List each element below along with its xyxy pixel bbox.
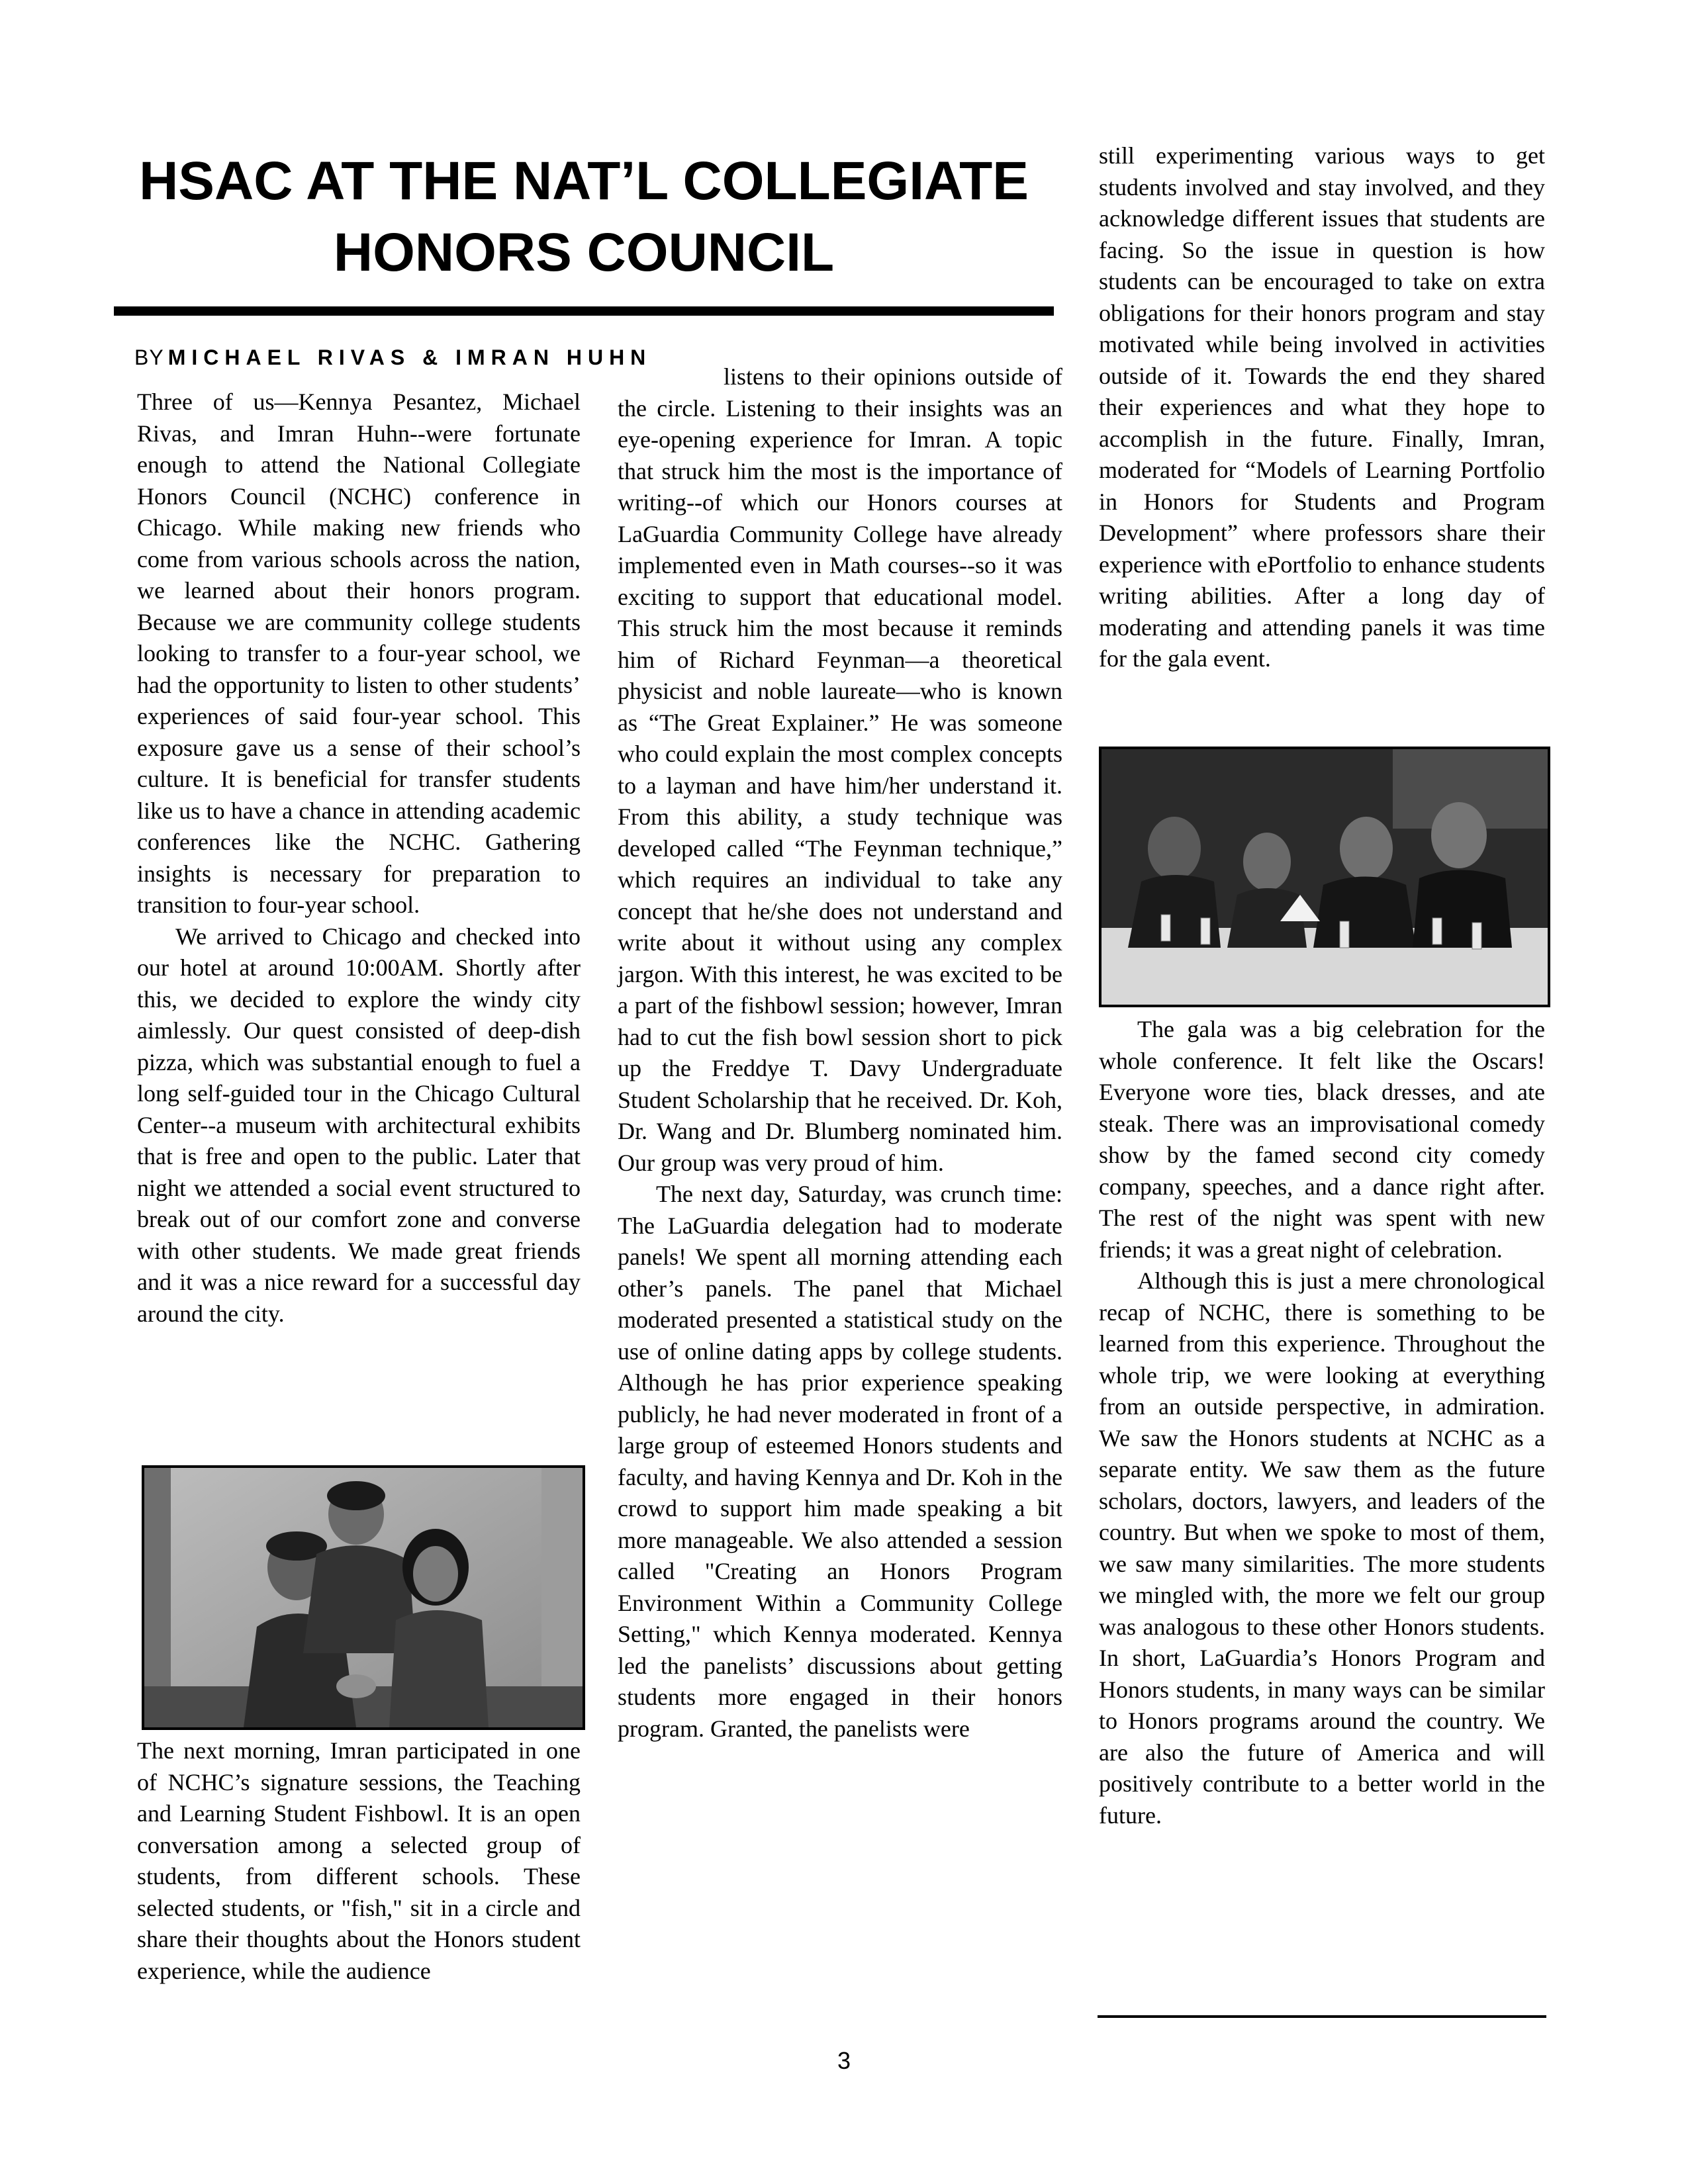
page-number: 3: [837, 2047, 851, 2074]
paragraph: still experimenting various ways to get students involved and stay involved, and they acknowledge different issues that students are facing. So the issue in question is how students can be encouraged to take on extra obligations for their honors program and stay motivated while being involved in activities outside of it. Towards the end they shared their experiences and what they hope to accomplish in the future. Finally, Imran, moderated for “Models of Learning Portfolio in Honors for Students and Program Development” where professors share their experience with ePortfolio to enhance students writing abilities. After a long day of moderating and attending panels it was time for the gala event.: [1099, 142, 1545, 672]
gala-dinner-photo: [1099, 747, 1550, 1007]
paragraph: listens to their opinions outside of the circle. Listening to their insights was an eye-opening experience for Imran. A topic that struck him the most is the importance of writing--of which our Honors courses at LaGuardia Community College have already implemented even in Math courses--so it was exciting to support that educational model. This struck him the most because it reminds him of Richard Feynman—a theoretical physicist and noble laureate—who is known as “The Great Explainer.” He was someone who could explain the most complex concepts to a layman and have him/her understand it. From this ability, a study technique was developed called “The Feynman technique,” which requires an individual to take any concept that he/she does not understand and write about it without using any complex jargon. With this interest, he was excited to be a part of the fishbowl session; however, Imran had to cut the fish bowl session short to pick up the Freddye T. Davy Undergraduate Student Scholarship that he received. Dr. Koh, Dr. Wang and Dr. Blumberg nominated him. Our group was very proud of him.: [618, 363, 1062, 1176]
headline-divider: [114, 306, 1054, 316]
column-3-continued: [1099, 1014, 1545, 1831]
column-1-continued: [137, 1735, 581, 1987]
column-3-text: [1099, 140, 1545, 675]
paragraph: The next day, Saturday, was crunch time: The LaGuardia delegation had to moderate panels! We spent all morning attending each other’s panels. The panel that Michael moderated presented a statistical study on the use of online dating apps by college students. Although he has prior experience speaking publicly, he had never moderated in front of a large group of esteemed Honors students and faculty, and having Kennya and Dr. Koh in the crowd to support him made speaking a bit more manageable. We also attended a session called "Creating an Honors Program Environment Within a Community College Setting," which Kennya moderated. Kennya led the panelists’ discussions about getting students more engaged in their honors program. Granted, the panelists were: [618, 1181, 1062, 1742]
byline-prefix: BY: [134, 345, 164, 369]
byline-authors: MICHAEL RIVAS & IMRAN HUHN: [167, 345, 652, 369]
paragraph: Three of us—Kennya Pesantez, Michael Rivas, and Imran Huhn--were fortunate enough to attend the National Collegiate Honors Council (NCHC) conference in Chicago. While making new friends who come from various schools across the nation, we learned about their honors program. Because we are community college students looking to transfer to a four-year school, we had the opportunity to listen to other students’ experiences of said four-year school. This exposure gave us a sense of their school’s culture. It is beneficial for transfer students like us to have a chance in attending academic conferences like the NCHC. Gathering insights is necessary for preparation to transition to four-year school.: [137, 388, 581, 918]
paragraph: We arrived to Chicago and checked into our hotel at around 10:00AM. Shortly after this, we decided to explore the windy city aimlessly. Our quest consisted of deep-dish pizza, which was substantial enough to fuel a long self-guided tour in the Chicago Cultural Center--a museum with architectural exhibits that is free and open to the public. Later that night we attended a social event structured to break out of our comfort zone and converse with other students. We made great friends and it was a nice reward for a successful day around the city.: [137, 923, 581, 1327]
paragraph: The gala was a big celebration for the whole conference. It felt like the Oscars! Everyone wore ties, black dresses, and ate steak. There was an improvisational comedy show by the famed second city comedy company, speeches, and a dance right after. The rest of the night was spent with new friends; it was a great night of celebration.: [1099, 1016, 1545, 1263]
article-end-rule: [1098, 2015, 1546, 2018]
column-2-text: [618, 361, 1062, 1745]
column-1-text: [137, 387, 581, 1330]
article-headline: [114, 146, 1054, 289]
headline-line-2: HONORS COUNCIL: [333, 222, 835, 283]
headline-line-1: HSAC AT THE NAT’L COLLEGIATE: [139, 151, 1029, 211]
group-photo-friends: [142, 1465, 585, 1730]
paragraph: The next morning, Imran participated in one of NCHC’s signature sessions, the Teaching and Learning Student Fishbowl. It is an open conversation among a selected group of students, from different schools. These selected students, or "fish," sit in a circle and share their thoughts about the Honors student experience, while the audience: [137, 1737, 581, 1984]
paragraph: Although this is just a mere chronological recap of NCHC, there is something to be learned from this experience. Throughout the whole trip, we were looking at everything from an outside perspective, in admiration. We saw the Honors students at NCHC as a separate entity. We saw them as the future scholars, doctors, lawyers, and leaders of the country. But when we spoke to most of them, we saw many similarities. The more students we mingled with, the more we felt our group was analogous to these other Honors students. In short, LaGuardia’s Honors Program and Honors students, in many ways can be similar to Honors programs around the country. We are also the future of America and will positively contribute to a better world in the future.: [1099, 1267, 1545, 1829]
